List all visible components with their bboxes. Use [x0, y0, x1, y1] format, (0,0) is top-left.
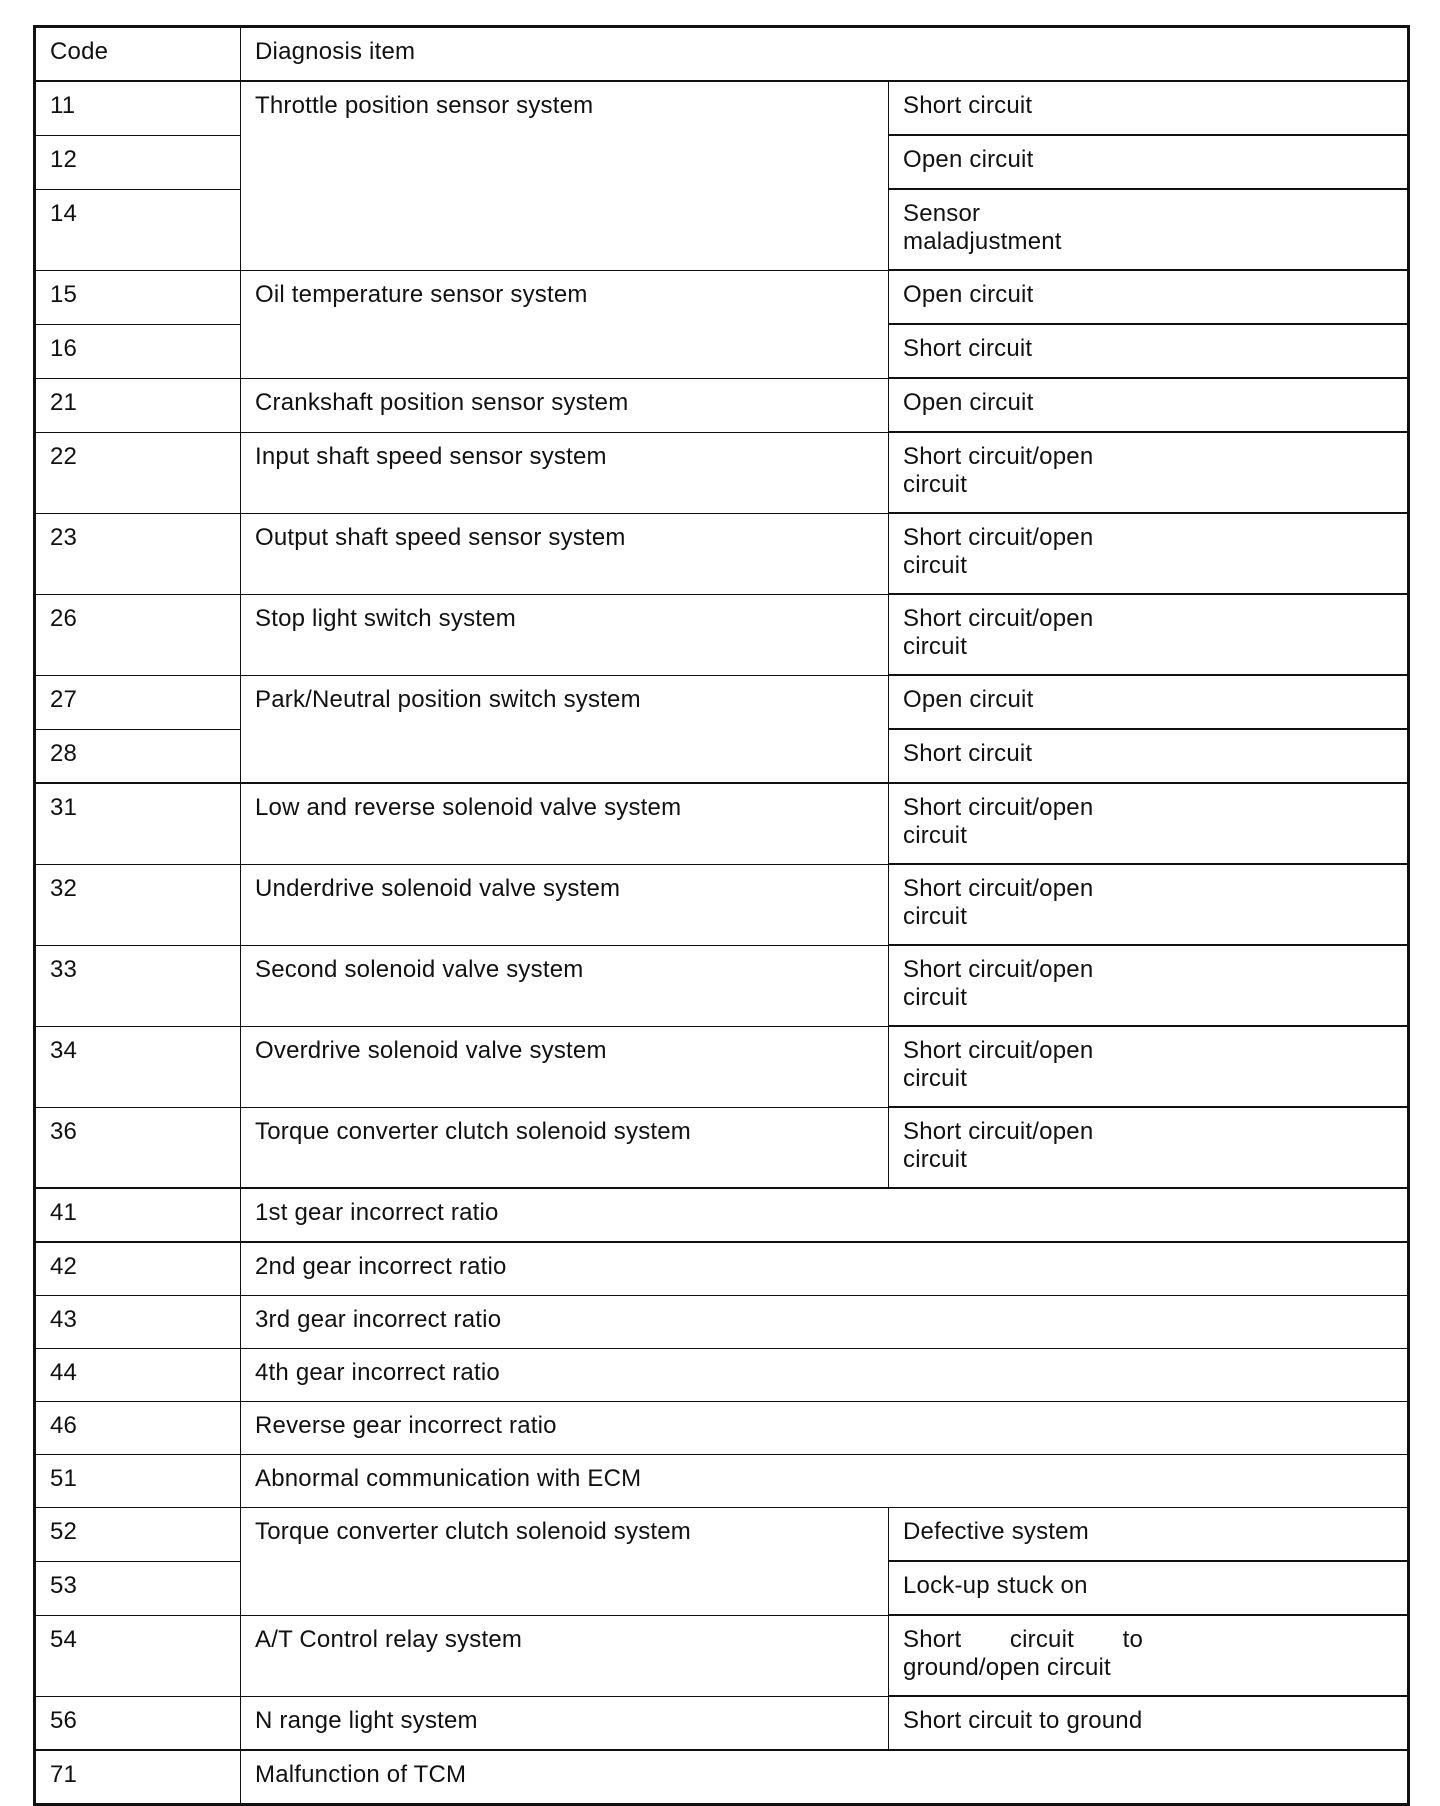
- detail-text: Short circuit/open circuit: [903, 443, 1094, 498]
- table-row: [35, 1296, 1409, 1349]
- code-cell: 56: [35, 1696, 241, 1750]
- detail-cell: Short circuit: [889, 729, 1409, 783]
- detail-cell: [889, 513, 1409, 594]
- code-cell: 33: [35, 945, 241, 1026]
- code-cell: 34: [35, 1026, 241, 1107]
- table-header-row: [35, 27, 1409, 82]
- detail-cell: [889, 945, 1409, 1026]
- code-cell: 12: [35, 135, 241, 189]
- detail-cell: Short circuit to ground: [889, 1696, 1409, 1750]
- table-row: [35, 675, 1409, 729]
- detail-text: Short circuit/open circuit: [903, 1118, 1094, 1173]
- detail-text: Short circuit/open circuit: [903, 524, 1094, 579]
- table-row: [35, 432, 1409, 513]
- table-row: [35, 513, 1409, 594]
- detail-cell: Short circuit: [889, 81, 1409, 135]
- diagnosis-item-cell: Torque converter clutch solenoid system: [241, 1107, 889, 1188]
- detail-cell: Short circuit: [889, 324, 1409, 378]
- diagnosis-item-cell: 4th gear incorrect ratio: [241, 1349, 1409, 1402]
- diagnosis-item-cell: Oil temperature sensor system: [241, 270, 889, 378]
- code-cell: 11: [35, 81, 241, 135]
- table-row: [35, 1402, 1409, 1455]
- detail-text: Short circuit/open circuit: [903, 605, 1094, 660]
- diagnosis-item-cell: Underdrive solenoid valve system: [241, 864, 889, 945]
- detail-cell: Open circuit: [889, 675, 1409, 729]
- diagnosis-item-cell: Overdrive solenoid valve system: [241, 1026, 889, 1107]
- detail-text: Short circuit/open circuit: [903, 956, 1094, 1011]
- diagnosis-item-cell: 1st gear incorrect ratio: [241, 1188, 1409, 1242]
- code-cell: 28: [35, 729, 241, 783]
- table-row: [35, 1242, 1409, 1296]
- detail-text: Short circuit/open circuit: [903, 794, 1094, 849]
- code-cell: 71: [35, 1750, 241, 1805]
- diagnosis-item-cell: Output shaft speed sensor system: [241, 513, 889, 594]
- code-cell: 14: [35, 189, 241, 270]
- code-cell: 22: [35, 432, 241, 513]
- code-cell: 51: [35, 1455, 241, 1508]
- code-cell: 43: [35, 1296, 241, 1349]
- table-row: [35, 1188, 1409, 1242]
- detail-cell: Defective system: [889, 1508, 1409, 1562]
- detail-cell: [889, 783, 1409, 864]
- table-row: [35, 864, 1409, 945]
- table-row: [35, 783, 1409, 864]
- detail-cell: [889, 594, 1409, 675]
- detail-cell: [889, 432, 1409, 513]
- code-cell: 32: [35, 864, 241, 945]
- table-row: [35, 1107, 1409, 1188]
- table-row: [35, 1349, 1409, 1402]
- table-row: [35, 945, 1409, 1026]
- detail-cell: Open circuit: [889, 378, 1409, 432]
- table-row: [35, 594, 1409, 675]
- code-cell: 36: [35, 1107, 241, 1188]
- table-row: [35, 1508, 1409, 1562]
- diagnosis-item-cell: Park/Neutral position switch system: [241, 675, 889, 783]
- table-row: [35, 1026, 1409, 1107]
- diagnosis-item-cell: Low and reverse solenoid valve system: [241, 783, 889, 864]
- code-cell: 46: [35, 1402, 241, 1455]
- detail-cell: [889, 1107, 1409, 1188]
- diagnosis-item-column-header: Diagnosis item: [241, 27, 1409, 82]
- code-column-header: Code: [35, 27, 241, 82]
- code-cell: 44: [35, 1349, 241, 1402]
- code-cell: 16: [35, 324, 241, 378]
- code-cell: 31: [35, 783, 241, 864]
- table-row: [35, 378, 1409, 432]
- detail-text: Sensor maladjustment: [903, 200, 1062, 255]
- diagnosis-item-cell: Torque converter clutch solenoid system: [241, 1508, 889, 1616]
- detail-text: Short circuit/open circuit: [903, 1037, 1094, 1092]
- detail-cell: [889, 1615, 1409, 1696]
- detail-cell: [889, 189, 1409, 270]
- detail-text: Short circuit to ground/open circuit: [903, 1626, 1143, 1681]
- detail-cell: Open circuit: [889, 270, 1409, 324]
- diagnosis-item-cell: Second solenoid valve system: [241, 945, 889, 1026]
- detail-cell: Lock-up stuck on: [889, 1561, 1409, 1615]
- code-cell: 15: [35, 270, 241, 324]
- code-cell: 52: [35, 1508, 241, 1562]
- diagnosis-item-cell: 3rd gear incorrect ratio: [241, 1296, 1409, 1349]
- diagnosis-item-cell: Abnormal communication with ECM: [241, 1455, 1409, 1508]
- detail-cell: Open circuit: [889, 135, 1409, 189]
- table-row: [35, 81, 1409, 135]
- diagnosis-code-table: [33, 25, 1410, 1806]
- table-row: [35, 270, 1409, 324]
- diagnosis-item-cell: Crankshaft position sensor system: [241, 378, 889, 432]
- table-row: [35, 1750, 1409, 1805]
- code-cell: 54: [35, 1615, 241, 1696]
- code-cell: 53: [35, 1561, 241, 1615]
- diagnosis-item-cell: Malfunction of TCM: [241, 1750, 1409, 1805]
- code-cell: 42: [35, 1242, 241, 1296]
- table-row: [35, 1615, 1409, 1696]
- code-cell: 26: [35, 594, 241, 675]
- code-cell: 27: [35, 675, 241, 729]
- code-cell: 21: [35, 378, 241, 432]
- detail-cell: [889, 864, 1409, 945]
- diagnosis-item-cell: A/T Control relay system: [241, 1615, 889, 1696]
- diagnosis-item-cell: Throttle position sensor system: [241, 81, 889, 270]
- table-row: [35, 1696, 1409, 1750]
- diagnosis-item-cell: Reverse gear incorrect ratio: [241, 1402, 1409, 1455]
- code-cell: 23: [35, 513, 241, 594]
- diagnosis-item-cell: Stop light switch system: [241, 594, 889, 675]
- diagnosis-item-cell: 2nd gear incorrect ratio: [241, 1242, 1409, 1296]
- table-row: [35, 1455, 1409, 1508]
- code-cell: 41: [35, 1188, 241, 1242]
- detail-text: Short circuit/open circuit: [903, 875, 1094, 930]
- detail-cell: [889, 1026, 1409, 1107]
- diagnosis-item-cell: Input shaft speed sensor system: [241, 432, 889, 513]
- diagnosis-item-cell: N range light system: [241, 1696, 889, 1750]
